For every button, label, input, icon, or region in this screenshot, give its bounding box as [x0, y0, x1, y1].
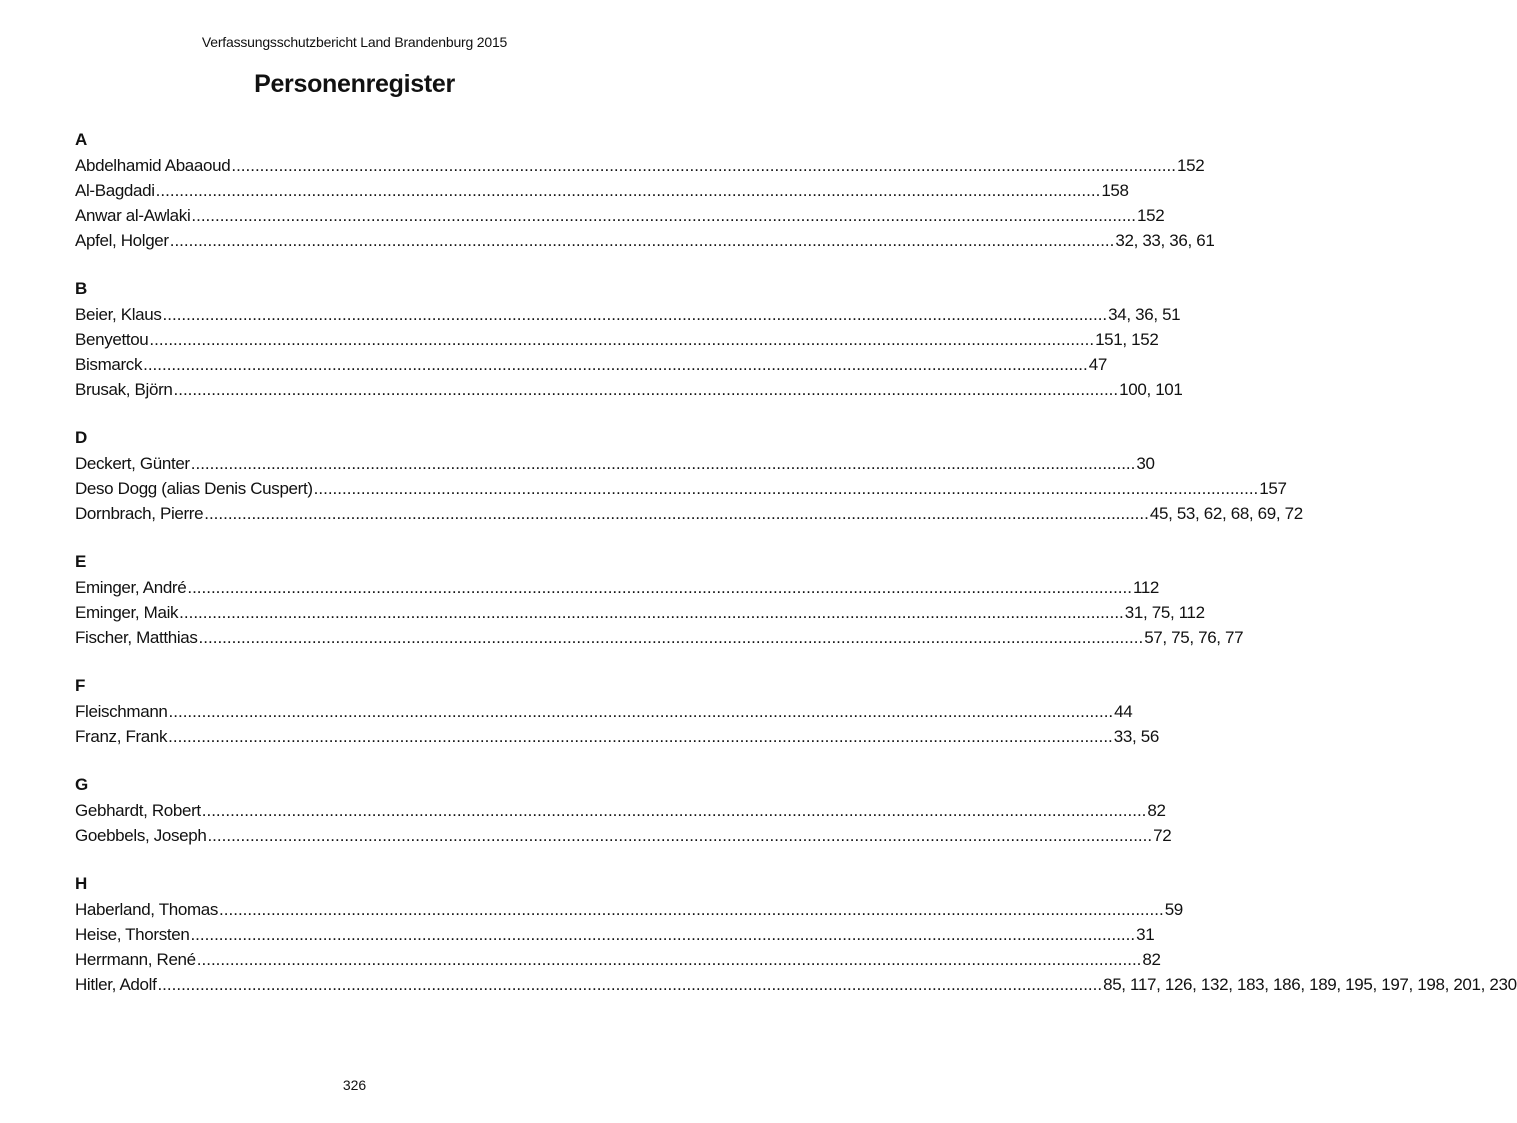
- entry-pages: 152: [1137, 206, 1165, 225]
- entry-pages: 100, 101: [1119, 380, 1183, 399]
- index-entry: [75, 947, 1161, 972]
- dot-leader: ........................................................................................................................................................................................................: [149, 330, 1095, 349]
- running-head: Verfassungsschutzbericht Land Brandenburg 2015: [201, 34, 508, 50]
- section-letter: F: [75, 676, 86, 695]
- entry-pages: 31, 75, 112: [1124, 603, 1205, 622]
- entry-name: Eminger, André: [75, 578, 187, 597]
- index-entry: [75, 302, 1181, 327]
- entry-pages: 82: [1142, 950, 1161, 969]
- section-letter: H: [75, 874, 88, 893]
- page-number: 326: [342, 1077, 367, 1093]
- entry-name: Dornbrach, Pierre: [75, 504, 204, 523]
- page-title: Personenregister: [254, 70, 455, 98]
- entry-pages: 158: [1101, 181, 1129, 200]
- index-section-a: [75, 128, 1215, 253]
- index-entry: [75, 352, 1107, 377]
- dot-leader: ........................................................................................................................................................................................................: [143, 355, 1088, 374]
- index-entry: [75, 451, 1155, 476]
- entry-pages: 82: [1147, 801, 1166, 820]
- person-index: [75, 128, 1517, 1021]
- dot-leader: ........................................................................................................................................................................................................: [187, 578, 1132, 597]
- entry-pages: 31: [1136, 925, 1155, 944]
- dot-leader: ........................................................................................................................................................................................................: [219, 900, 1164, 919]
- section-letter: E: [75, 552, 87, 571]
- entry-name: Heise, Thorsten: [75, 925, 190, 944]
- entry-name: Brusak, Björn: [75, 380, 173, 399]
- index-section-d: [75, 426, 1303, 526]
- index-entry: [75, 203, 1165, 228]
- entry-pages: 32, 33, 36, 61: [1115, 231, 1215, 250]
- dot-leader: ........................................................................................................................................................................................................: [169, 231, 1115, 250]
- index-entry: [75, 625, 1244, 650]
- index-entry: [75, 178, 1129, 203]
- entry-name: Eminger, Maik: [75, 603, 179, 622]
- dot-leader: ........................................................................................................................................................................................................: [155, 181, 1101, 200]
- entry-name: Haberland, Thomas: [75, 900, 219, 919]
- dot-leader: ........................................................................................................................................................................................................: [179, 603, 1124, 622]
- section-letter: G: [75, 775, 89, 794]
- dot-leader: ........................................................................................................................................................................................................: [191, 206, 1137, 225]
- entry-pages: 152: [1176, 156, 1205, 175]
- index-section-g: [75, 773, 1172, 848]
- entry-name: Benyettou: [75, 330, 149, 349]
- index-entry: [75, 153, 1205, 178]
- dot-leader: ........................................................................................................................................................................................................: [198, 628, 1144, 647]
- entry-pages: 72: [1153, 826, 1172, 845]
- entry-pages: 47: [1088, 355, 1107, 374]
- index-entry: [75, 972, 1517, 997]
- index-section-f: [75, 674, 1159, 749]
- entry-pages: 157: [1259, 479, 1287, 498]
- dot-leader: ........................................................................................................................................................................................................: [162, 305, 1108, 324]
- dot-leader: ........................................................................................................................................................................................................: [201, 801, 1147, 820]
- dot-leader: ........................................................................................................................................................................................................: [204, 504, 1149, 523]
- entry-name: Al-Bagdadi: [75, 181, 155, 200]
- index-section-b: [75, 277, 1183, 402]
- entry-name: Deckert, Günter: [75, 454, 190, 473]
- entry-name: Abdelhamid Abaaoud: [75, 156, 231, 175]
- dot-leader: ........................................................................................................................................................................................................: [173, 380, 1119, 399]
- entry-pages: 151, 152: [1095, 330, 1159, 349]
- entry-pages: 44: [1114, 702, 1133, 721]
- entry-name: Anwar al-Awlaki: [75, 206, 191, 225]
- section-letter: B: [75, 279, 88, 298]
- dot-leader: ........................................................................................................................................................................................................: [190, 925, 1136, 944]
- entry-name: Goebbels, Joseph: [75, 826, 207, 845]
- index-entry: [75, 724, 1159, 749]
- index-entry: [75, 476, 1287, 501]
- dot-leader: ........................................................................................................................................................................................................: [157, 975, 1103, 994]
- dot-leader: ........................................................................................................................................................................................................: [168, 727, 1113, 746]
- entry-name: Deso Dogg (alias Denis Cuspert): [75, 479, 313, 498]
- entry-name: Franz, Frank: [75, 727, 168, 746]
- entry-name: Apfel, Holger: [75, 231, 169, 250]
- index-entry: [75, 922, 1155, 947]
- entry-pages: 112: [1132, 578, 1160, 597]
- entry-name: Beier, Klaus: [75, 305, 162, 324]
- index-entry: [75, 897, 1183, 922]
- dot-leader: ........................................................................................................................................................................................................: [168, 702, 1114, 721]
- dot-leader: ........................................................................................................................................................................................................: [190, 454, 1136, 473]
- entry-pages: 59: [1164, 900, 1183, 919]
- index-entry: [75, 600, 1205, 625]
- index-entry: [75, 377, 1183, 402]
- index-section-h: [75, 872, 1517, 997]
- index-entry: [75, 501, 1303, 526]
- index-section-e: [75, 550, 1244, 650]
- dot-leader: ........................................................................................................................................................................................................: [207, 826, 1153, 845]
- entry-pages: 45, 53, 62, 68, 69, 72: [1149, 504, 1303, 523]
- entry-name: Hitler, Adolf: [75, 975, 157, 994]
- entry-pages: 34, 36, 51: [1108, 305, 1181, 324]
- entry-pages: 57, 75, 76, 77: [1144, 628, 1244, 647]
- dot-leader: ........................................................................................................................................................................................................: [313, 479, 1259, 498]
- index-entry: [75, 327, 1159, 352]
- entry-pages: 33, 56: [1113, 727, 1159, 746]
- index-entry: [75, 823, 1172, 848]
- entry-name: Gebhardt, Robert: [75, 801, 201, 820]
- dot-leader: ........................................................................................................................................................................................................: [231, 156, 1176, 175]
- index-entry: [75, 699, 1133, 724]
- entry-name: Bismarck: [75, 355, 143, 374]
- entry-name: Fischer, Matthias: [75, 628, 198, 647]
- index-entry: [75, 228, 1215, 253]
- section-letter: A: [75, 130, 88, 149]
- dot-leader: ........................................................................................................................................................................................................: [196, 950, 1142, 969]
- index-entry: [75, 575, 1160, 600]
- section-letter: D: [75, 428, 88, 447]
- entry-pages: 30: [1136, 454, 1155, 473]
- entry-pages: 85, 117, 126, 132, 183, 186, 189, 195, 197, 198, 201, 230: [1103, 975, 1517, 994]
- index-entry: [75, 798, 1166, 823]
- entry-name: Herrmann, René: [75, 950, 196, 969]
- entry-name: Fleischmann: [75, 702, 168, 721]
